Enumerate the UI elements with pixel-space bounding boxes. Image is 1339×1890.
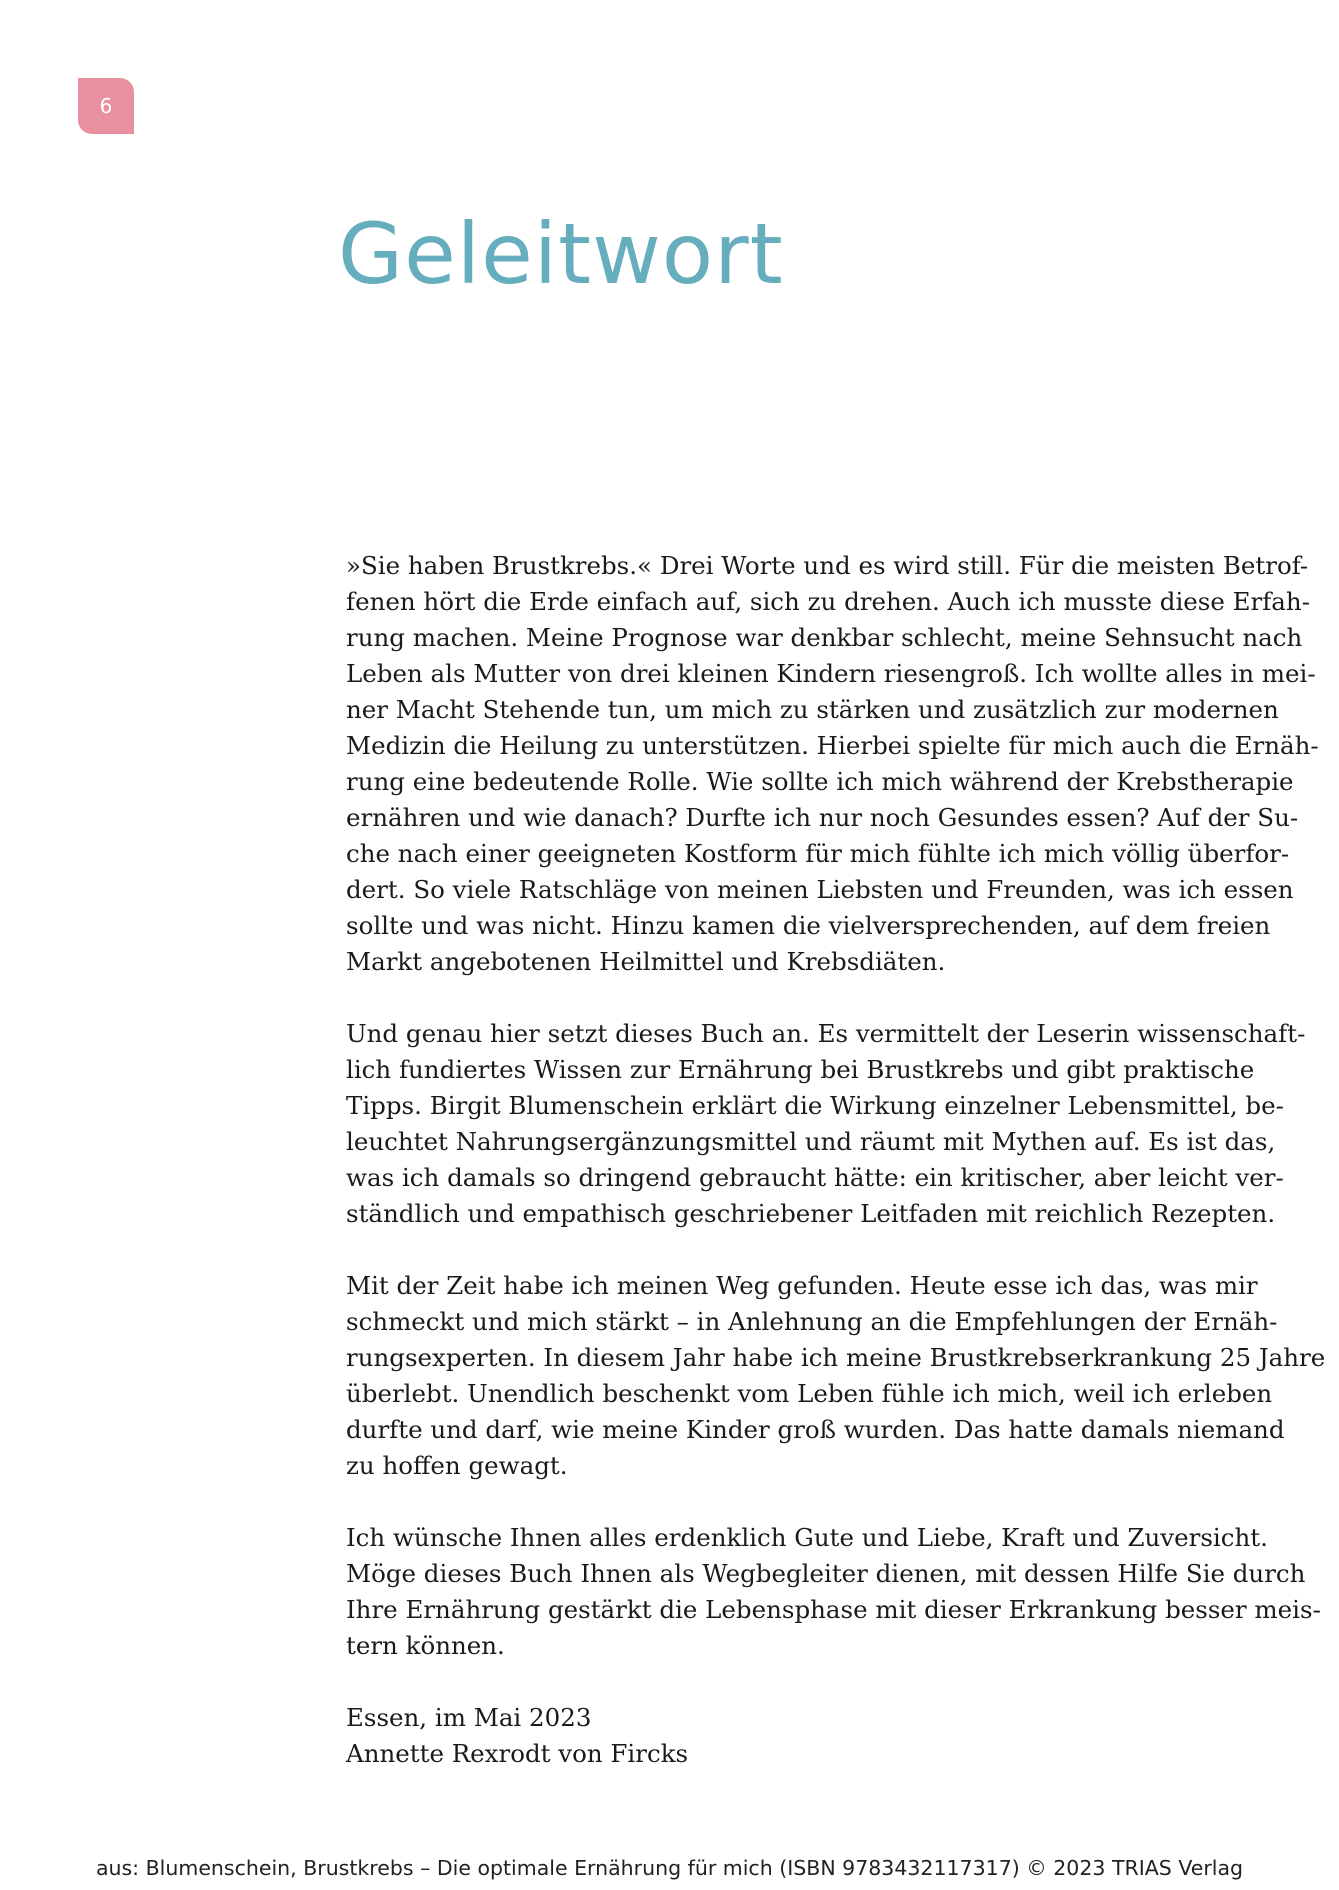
text-line: Tipps. Birgit Blumenschein erklärt die Wirkung einzelner Lebensmittel, be- (346, 1091, 1284, 1120)
text-line: ständlich und empathisch geschriebener Leitfaden mit reichlich Rezepten. (346, 1199, 1276, 1228)
text-line: rung eine bedeutende Rolle. Wie sollte ich mich während der Krebstherapie (346, 767, 1294, 796)
paragraph-2 (346, 1016, 1306, 1232)
page-number-badge (78, 78, 134, 134)
text-line: Medizin die Heilung zu unterstützen. Hierbei spielte für mich auch die Ernäh- (346, 731, 1319, 760)
text-line: fenen hört die Erde einfach auf, sich zu drehen. Auch ich musste diese Erfah- (346, 587, 1310, 616)
signature-block (346, 1700, 1226, 1772)
text-line: rung machen. Meine Prognose war denkbar schlecht, meine Sehnsucht nach (346, 623, 1303, 652)
text-line: Markt angebotenen Heilmittel und Krebsdiäten. (346, 947, 946, 976)
text-line: Ihre Ernährung gestärkt die Lebensphase mit dieser Erkrankung besser meis- (346, 1595, 1321, 1624)
text-line: Und genau hier setzt dieses Buch an. Es vermittelt der Leserin wissenschaft- (346, 1019, 1306, 1048)
paragraph-1 (346, 548, 1319, 980)
text-line: schmeckt und mich stärkt – in Anlehnung an die Empfehlungen der Ernäh- (346, 1307, 1278, 1336)
signature-author: Annette Rexrodt von Fircks (346, 1739, 689, 1768)
text-line: tern können. (346, 1631, 505, 1660)
text-line: Ich wünsche Ihnen alles erdenklich Gute und Liebe, Kraft und Zuversicht. (346, 1523, 1268, 1552)
source-footer: aus: Blumenschein, Brustkrebs – Die optimale Ernährung für mich (ISBN 9783432117317) © 2023 TRIAS Verlag (95, 1856, 1244, 1880)
text-line: überlebt. Unendlich beschenkt vom Leben fühle ich mich, weil ich erleben (346, 1379, 1273, 1408)
foreword-body (346, 548, 1326, 1772)
text-line: »Sie haben Brustkrebs.« Drei Worte und es wird still. Für die meisten Betrof- (346, 551, 1309, 580)
text-line: Möge dieses Buch Ihnen als Wegbegleiter dienen, mit dessen Hilfe Sie durch (346, 1559, 1306, 1588)
page-title: Geleitwort (338, 205, 784, 303)
paragraph-gap (346, 1664, 1226, 1700)
text-line: rungsexperten. In diesem Jahr habe ich meine Brustkrebserkrankung 25 Jahre (346, 1343, 1326, 1372)
text-line: Leben als Mutter von drei kleinen Kindern riesengroß. Ich wollte alles in mei- (346, 659, 1316, 688)
text-line: che nach einer geeigneten Kostform für mich fühlte ich mich völlig überfor- (346, 839, 1290, 868)
text-line: was ich damals so dringend gebraucht hätte: ein kritischer, aber leicht ver- (346, 1163, 1284, 1192)
text-line: sollte und was nicht. Hinzu kamen die vielversprechenden, auf dem freien (346, 911, 1271, 940)
text-line: zu hoffen gewagt. (346, 1451, 568, 1480)
text-line: lich fundiertes Wissen zur Ernährung bei Brustkrebs und gibt praktische (346, 1055, 1255, 1084)
text-line: durfte und darf, wie meine Kinder groß wurden. Das hatte damals niemand (346, 1415, 1285, 1444)
paragraph-4 (346, 1520, 1321, 1664)
paragraph-gap (346, 1484, 1226, 1520)
paragraph-gap (346, 980, 1226, 1016)
paragraph-3 (346, 1268, 1326, 1484)
page-number: 6 (99, 94, 113, 118)
text-line: ernähren und wie danach? Durfte ich nur noch Gesundes essen? Auf der Su- (346, 803, 1299, 832)
paragraph-gap (346, 1232, 1226, 1268)
signature-place-date: Essen, im Mai 2023 (346, 1703, 592, 1732)
text-line: dert. So viele Ratschläge von meinen Liebsten und Freunden, was ich essen (346, 875, 1294, 904)
text-line: leuchtet Nahrungsergänzungsmittel und räumt mit Mythen auf. Es ist das, (346, 1127, 1276, 1156)
text-line: ner Macht Stehende tun, um mich zu stärken und zusätzlich zur modernen (346, 695, 1279, 724)
text-line: Mit der Zeit habe ich meinen Weg gefunden. Heute esse ich das, was mir (346, 1271, 1258, 1300)
